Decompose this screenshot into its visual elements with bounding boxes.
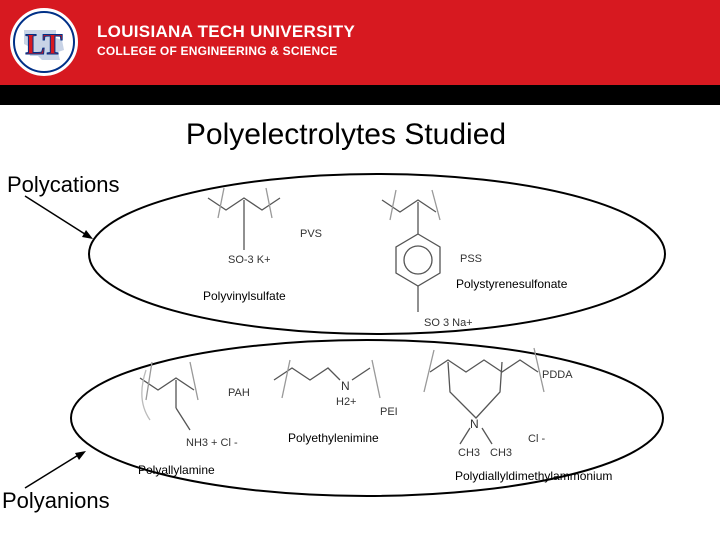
pss-name: Polystyrenesulfonate: [456, 277, 568, 291]
slide-title: Polyelectrolytes Studied: [185, 118, 507, 151]
pei-structure: [274, 360, 380, 398]
pei-name: Polyethylenimine: [288, 431, 379, 445]
polyanions-arrow: [25, 451, 86, 488]
pdda-abbr: PDDA: [542, 369, 573, 381]
pdda-structure: [424, 348, 544, 444]
pdda-ch3-right: CH3: [490, 447, 513, 459]
pss-structure: [382, 190, 440, 312]
pdda-ch3-left: CH3: [458, 447, 481, 459]
college-name: COLLEGE OF ENGINEERING & SCIENCE: [97, 44, 338, 58]
pvs-structure: [208, 188, 280, 250]
pvs-name: Polyvinylsulfate: [203, 289, 286, 303]
polycations-arrow: [25, 196, 93, 239]
pah-structure: [140, 362, 198, 430]
pdda-n: N: [470, 417, 479, 431]
pvs-group: SO-3 K+: [228, 254, 271, 266]
pss-abbr: PSS: [460, 253, 483, 265]
pss-group: SO 3 Na+: [424, 317, 473, 329]
pah-name: Polyallylamine: [138, 463, 215, 477]
pei-abbr: PEI: [380, 406, 398, 418]
pdda-counter-ion: Cl -: [528, 433, 546, 445]
pvs-abbr: PVS: [300, 228, 323, 240]
university-name: LOUISIANA TECH UNIVERSITY: [97, 22, 356, 41]
logo-letters: LT: [25, 28, 63, 61]
pah-abbr: PAH: [228, 387, 250, 399]
pei-n: N: [341, 379, 350, 393]
pah-group: NH3 + Cl -: [186, 437, 238, 449]
polycations-label: Polycations: [7, 172, 120, 197]
upper-ellipse: [89, 174, 665, 334]
pdda-name: Polydiallyldimethylammonium: [455, 469, 613, 483]
pei-h2: H2+: [336, 396, 357, 408]
polyanions-label: Polyanions: [2, 488, 110, 513]
